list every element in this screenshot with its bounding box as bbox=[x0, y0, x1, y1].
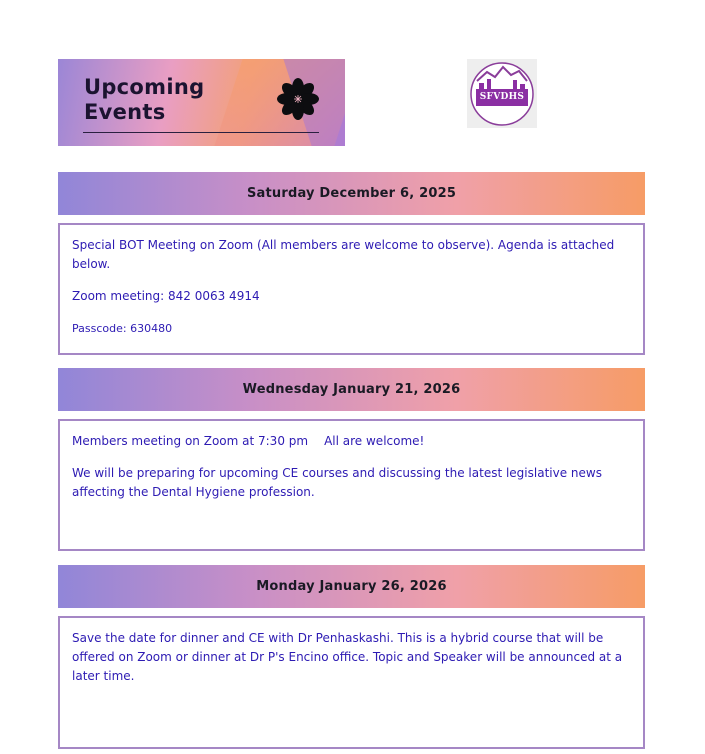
title-underline bbox=[83, 132, 319, 133]
page-title bbox=[84, 75, 234, 125]
event-description: We will be preparing for upcoming CE courses and discussing the latest legislative news affecting the Dental Hygiene profession. bbox=[72, 466, 602, 499]
event-date: Wednesday January 21, 2026 bbox=[242, 382, 461, 397]
logo-text: SFVDHS bbox=[479, 92, 525, 102]
event-date: Saturday December 6, 2025 bbox=[246, 186, 457, 201]
page-title-line2: Events bbox=[84, 100, 166, 124]
event-time: Members meeting on Zoom at 7:30 pm bbox=[72, 434, 309, 448]
event-date-bar bbox=[58, 565, 645, 608]
flower-icon bbox=[277, 78, 319, 120]
event-date-bar bbox=[58, 172, 645, 215]
event-date-bar bbox=[58, 368, 645, 411]
event-details bbox=[58, 223, 645, 355]
event-details bbox=[58, 616, 645, 749]
event-details bbox=[58, 419, 645, 551]
zoom-meeting-id: Zoom meeting: 842 0063 4914 bbox=[72, 289, 260, 303]
event-date: Monday January 26, 2026 bbox=[256, 579, 447, 594]
event-description: Save the date for dinner and CE with Dr Penhaskashi. This is a hybrid course that will be offered on Zoom or dinner at Dr P's Encino office. Topic and Speaker will be announced at a later time. bbox=[72, 631, 623, 683]
sfvdhs-logo bbox=[467, 59, 537, 128]
upcoming-events-banner bbox=[58, 59, 345, 146]
event-description: Special BOT Meeting on Zoom (All members are welcome to observe). Agenda is attached below. bbox=[72, 238, 615, 271]
page-title-line1: Upcoming bbox=[84, 75, 205, 99]
event-welcome: All are welcome! bbox=[324, 434, 425, 448]
zoom-passcode: Passcode: 630480 bbox=[72, 322, 173, 335]
